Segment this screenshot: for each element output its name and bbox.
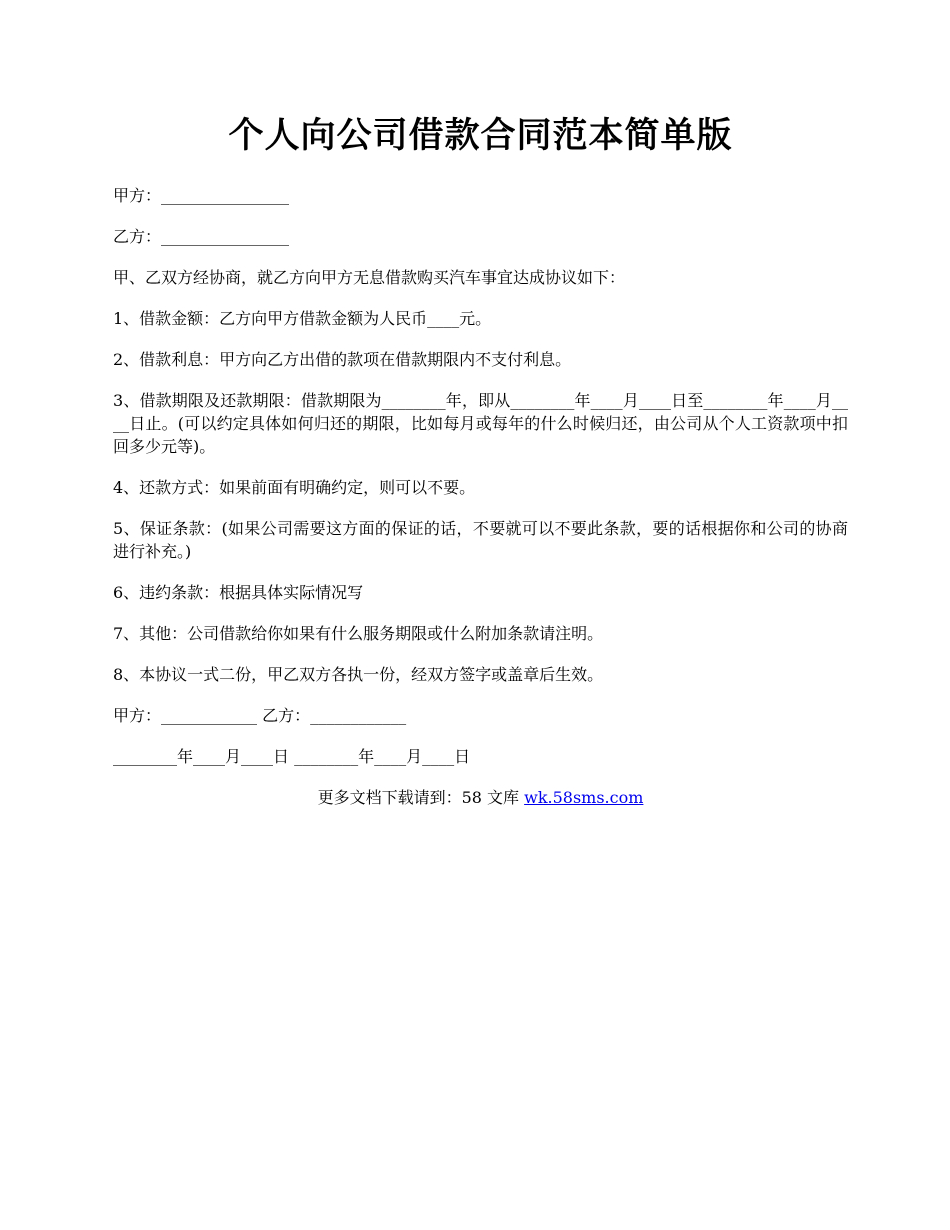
document-title: 个人向公司借款合同范本简单版 [228,115,733,156]
footer-link[interactable]: wk.58sms.com [524,788,644,807]
clause-repayment-method: 4、还款方式：如果前面有明确约定，则可以不要。 [113,478,476,497]
clause-effectiveness: 8、本协议一式二份，甲乙双方各执一份，经双方签字或盖章后生效。 [113,665,604,684]
signature-line: 甲方：____________ 乙方：____________ [113,706,407,725]
agreement-intro: 甲、乙双方经协商，就乙方向甲方无息借款购买汽车事宜达成协议如下： [113,268,626,287]
clause-interest: 2、借款利息：甲方向乙方出借的款项在借款期限内不支付利息。 [113,350,572,369]
party-b-line: 乙方：________________ [113,227,290,246]
footer-text: 更多文档下载请到：58 文库 [317,788,525,807]
clause-breach: 6、违约条款：根据具体实际情况写 [113,583,364,602]
document-page [113,110,848,809]
date-line: ________年____月____日 ________年____月____日 [113,747,471,766]
clause-loan-amount: 1、借款金额：乙方向甲方借款金额为人民币____元。 [113,309,492,328]
download-footer [113,786,848,809]
clause-guarantee: 5、保证条款：(如果公司需要这方面的保证的话，不要就可以不要此条款，要的话根据你和公司的协商进行补充。) [113,519,848,561]
clause-loan-term: 3、借款期限及还款期限：借款期限为________年，即从________年____月____日至________年____月____日止。(可以约定具体如何归还的期限，比如每月或每年的什么时候归还，由公司从个人工资款项中扣回多少元等)。 [113,391,848,456]
clause-other: 7、其他：公司借款给你如果有什么服务期限或什么附加条款请注明。 [113,624,604,643]
party-a-line: 甲方：________________ [113,186,290,205]
